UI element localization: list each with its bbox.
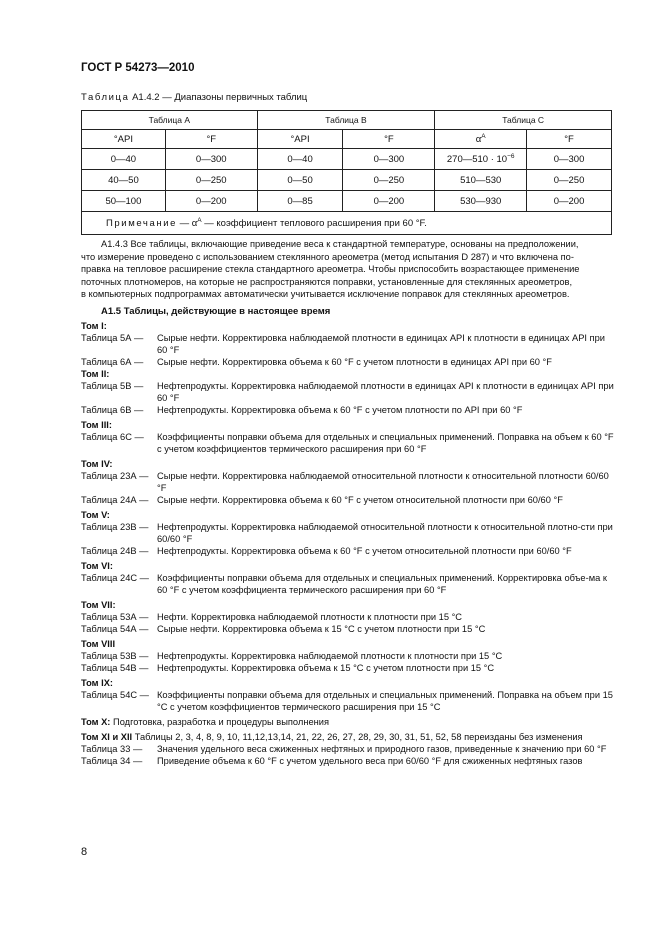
table-cell: 510—530 xyxy=(435,170,527,191)
table-cell: 0—250 xyxy=(343,170,435,191)
list-item xyxy=(81,470,614,494)
table-description: Коэффициенты поправки объема для отдельных и специальных применений. Корректировка объе-ма к 60 °F с учетом коэффициента термического расширения при 60 °F xyxy=(157,573,607,595)
table-row xyxy=(82,149,612,170)
table-cell: 0—250 xyxy=(165,170,257,191)
volume-xi-xii-text: Таблицы 2, 3, 4, 8, 9, 10, 11,12,13,14, 21, 22, 26, 27, 28, 29, 30, 31, 51, 52, 58 переизданы без изменения xyxy=(134,732,583,742)
list-item xyxy=(81,755,614,767)
table-group-header: Таблица С xyxy=(435,111,612,130)
list-item xyxy=(81,689,614,713)
table-description: Сырые нефти. Корректировка объема к 60 °F с учетом относительной плотности при 60/60 °F xyxy=(157,495,563,505)
column-header: °F xyxy=(165,130,257,149)
list-item xyxy=(81,545,614,557)
alpha-superscript: A xyxy=(481,133,486,140)
volume-title: Том III: xyxy=(81,420,112,430)
table-description: Сырые нефти. Корректировка наблюдаемой относительной плотности к относительной плотности 60/60 °F xyxy=(157,471,609,493)
volume-title: Том XI и XII xyxy=(81,732,133,742)
table-code: Таблица 6А — xyxy=(81,357,144,367)
table-description: Нефтепродукты. Корректировка объема к 60 °F с учетом относительной плотности при 60/60 °F xyxy=(157,546,572,556)
volume-title: Том VI: xyxy=(81,561,113,571)
table-description: Нефтепродукты. Корректировка объема к 60 °F с учетом плотности по API при 60 °F xyxy=(157,405,523,415)
column-header: °F xyxy=(527,130,612,149)
alpha-symbol: α xyxy=(475,134,482,145)
volume-title: Том IX: xyxy=(81,678,113,688)
list-item xyxy=(81,404,614,416)
volume-title: Том I: xyxy=(81,321,107,331)
table-description: Коэффициенты поправки объема для отдельных и специальных применений. Поправка на объем при 15 °С с учетом коэффициентов термического расширения при 15 °С xyxy=(157,690,613,712)
table-code: Таблица 5В — xyxy=(81,381,144,391)
table-code: Таблица 34 — xyxy=(81,756,143,766)
standard-header: ГОСТ Р 54273—2010 xyxy=(81,62,195,74)
table-code: Таблица 53А — xyxy=(81,612,149,622)
exponent: −6 xyxy=(507,153,515,160)
list-item xyxy=(81,356,614,368)
table-note xyxy=(82,212,612,235)
paragraph-a143 xyxy=(81,238,612,301)
volume-title: Том II: xyxy=(81,369,110,379)
list-item xyxy=(81,494,614,506)
table-description: Сырые нефти. Корректировка наблюдаемой плотности в единицах API к плотности в единицах API при 60 °F xyxy=(157,333,605,355)
table-cell: 0—85 xyxy=(257,191,343,212)
volume-x-text: Подготовка, разработка и процедуры выполнения xyxy=(113,717,329,727)
page-number: 8 xyxy=(81,846,88,858)
table-code: Таблица 54В — xyxy=(81,663,149,673)
table-description: Нефти. Корректировка наблюдаемой плотности к плотности при 15 °С xyxy=(157,612,463,622)
volume-title: Том X: xyxy=(81,717,111,727)
list-item xyxy=(81,431,614,455)
table-group-header: Таблица В xyxy=(257,111,435,130)
table-code: Таблица 54С — xyxy=(81,690,149,700)
table-cell: 0—250 xyxy=(527,170,612,191)
volume-title: Том IV: xyxy=(81,459,113,469)
table-code: Таблица 24В — xyxy=(81,546,149,556)
table-code: Таблица 23А — xyxy=(81,471,149,481)
table-cell: 0—200 xyxy=(165,191,257,212)
list-item xyxy=(81,623,614,635)
list-item xyxy=(81,332,614,356)
table-code: Таблица 33 — xyxy=(81,744,143,754)
list-item xyxy=(81,743,614,755)
table-description: Нефтепродукты. Корректировка наблюдаемой плотности в единицах API к плотности в единицах API при 60 °F xyxy=(157,381,614,403)
table-code: Таблица 6С — xyxy=(81,432,144,442)
table-description: Нефтепродукты. Корректировка объема к 15 °С с учетом плотности при 15 °С xyxy=(157,663,495,673)
table-code: Таблица 23В — xyxy=(81,522,149,532)
table-cell: 50—100 xyxy=(82,191,166,212)
volumes-list xyxy=(81,320,614,767)
list-item xyxy=(81,521,614,545)
table-caption-label: Таблица xyxy=(81,92,130,103)
paragraph-line: поточных плотномеров, на которые не распространяются поправки, установленные для стеклянных ареометров, xyxy=(81,276,573,287)
list-item xyxy=(81,572,614,596)
column-header: °API xyxy=(257,130,343,149)
table-code: Таблица 53В — xyxy=(81,651,149,661)
volume-title: Том VIII xyxy=(81,639,116,649)
table-cell: 0—200 xyxy=(343,191,435,212)
table-description: Нефтепродукты. Корректировка наблюдаемой относительной плотности к относительной плотно-сти при 60/60 °F xyxy=(157,522,613,544)
list-item xyxy=(81,380,614,404)
paragraph-line: в компьютерных подпрограммах автоматически учитывается исключение поправок для стеклянных ареометров. xyxy=(81,289,570,299)
note-label: Примечание xyxy=(106,218,177,229)
column-header: °F xyxy=(343,130,435,149)
table-cell: 0—40 xyxy=(82,149,166,170)
table-code: Таблица 24А — xyxy=(81,495,149,505)
table-code: Таблица 54А — xyxy=(81,624,149,634)
volume-title: Том V: xyxy=(81,510,110,520)
table-description: Значения удельного веса сжиженных нефтяных и природного газов, приведенные к значению при 60 °F xyxy=(157,744,607,754)
table-description: Нефтепродукты. Корректировка наблюдаемой плотности к плотности при 15 °С xyxy=(157,651,503,661)
table-code: Таблица 24С — xyxy=(81,573,149,583)
table-cell: 0—40 xyxy=(257,149,343,170)
volume-x-line xyxy=(81,716,614,728)
table-cell xyxy=(435,149,527,170)
paragraph-line: правка на тепловое расширение стекла стандартного ареометра. Чтобы приспособить возрастающее применение xyxy=(81,264,580,274)
column-header-alpha xyxy=(435,130,527,149)
table-group-header: Таблица А xyxy=(82,111,258,130)
note-alpha: — α xyxy=(179,218,198,229)
column-header: °API xyxy=(82,130,166,149)
section-heading: А1.5 Таблицы, действующие в настоящее время xyxy=(101,306,331,317)
table-cell: 0—50 xyxy=(257,170,343,191)
volume-title: Том VII: xyxy=(81,600,116,610)
table-cell: 530—930 xyxy=(435,191,527,212)
volume-xi-xii-line xyxy=(81,731,614,743)
table-code: Таблица 5А — xyxy=(81,333,144,343)
table-code: Таблица 6В — xyxy=(81,405,144,415)
alpha-range: 270—510 · 10 xyxy=(446,154,508,165)
note-superscript: A xyxy=(197,217,202,224)
list-item xyxy=(81,662,614,674)
table-cell: 0—300 xyxy=(343,149,435,170)
table-cell: 0—300 xyxy=(165,149,257,170)
list-item xyxy=(81,611,614,623)
table-cell: 0—200 xyxy=(527,191,612,212)
table-description: Коэффициенты поправки объема для отдельных и специальных применений. Поправка на объем к 60 °F с учетом коэффициентов термического расширения при 60 °F xyxy=(157,432,614,454)
list-item xyxy=(81,650,614,662)
table-caption-title: А1.4.2 — Диапазоны первичных таблиц xyxy=(132,92,308,103)
table-cell: 0—300 xyxy=(527,149,612,170)
paragraph-line: А1.4.3 Все таблицы, включающие приведение веса к стандартной температуре, основаны на предположении, xyxy=(101,239,579,249)
table-description: Сырые нефти. Корректировка объема к 15 °С с учетом плотности при 15 °С xyxy=(157,624,486,634)
table-cell: 40—50 xyxy=(82,170,166,191)
paragraph-line: что измерение проведено с использованием стеклянного ареометра (метод испытания D 287) и что включена по- xyxy=(81,251,574,262)
table-row xyxy=(82,191,612,212)
note-text: — коэффициент теплового расширения при 60 °F. xyxy=(204,218,427,229)
ranges-table xyxy=(81,110,612,235)
table-caption xyxy=(81,92,307,103)
table-description: Сырые нефти. Корректировка объема к 60 °F с учетом плотности в единицах API при 60 °F xyxy=(157,357,552,367)
table-row xyxy=(82,170,612,191)
table-description: Приведение объема к 60 °F с учетом удельного веса при 60/60 °F для сжиженных нефтяных газов xyxy=(157,756,583,766)
